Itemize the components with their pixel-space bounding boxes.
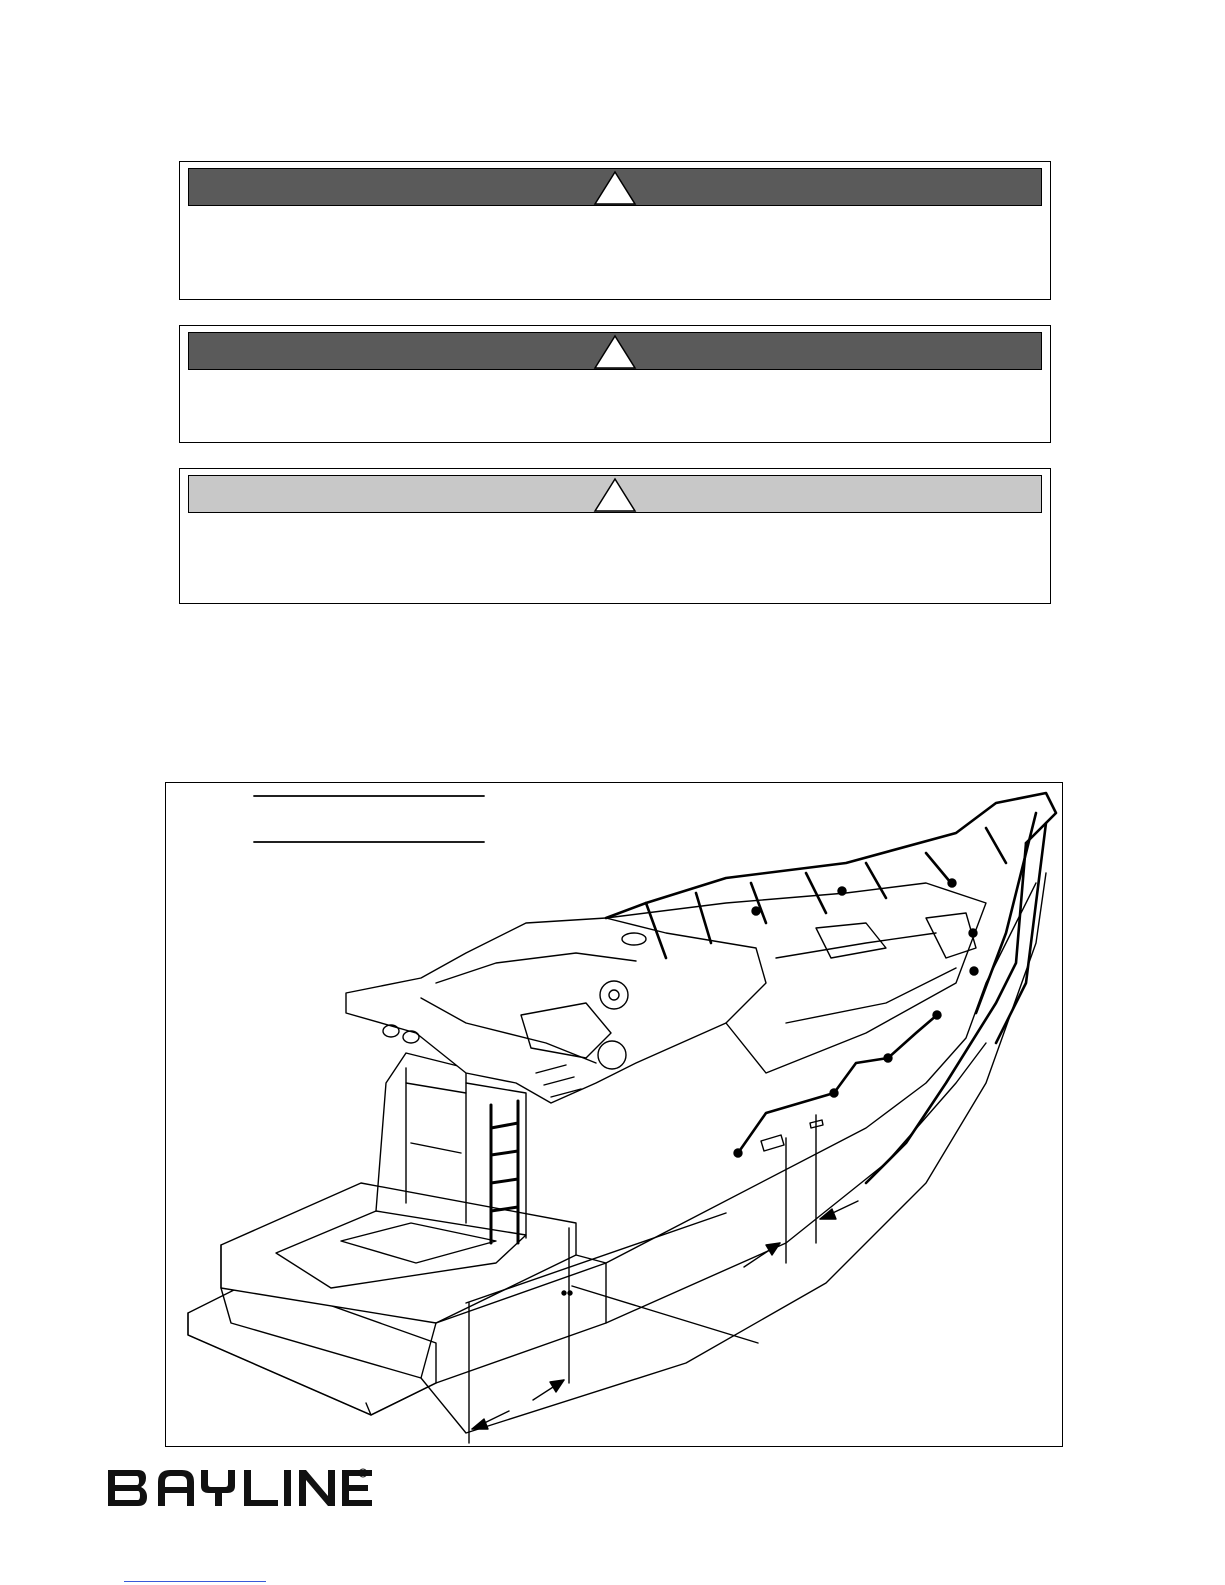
registered-mark-icon [358,1468,368,1478]
warning-triangle-icon [593,477,637,513]
bayliner-logo [106,1466,376,1512]
notice-header-bar [188,168,1042,206]
footer-link-underline[interactable] [124,1581,266,1582]
warning-triangle-icon [593,334,637,370]
caution-notice [179,468,1051,604]
boat-figure [165,782,1063,1447]
warning-notice-1 [179,161,1051,300]
boat-illustration [166,783,1062,1446]
warning-notice-2 [179,325,1051,443]
notice-header-bar [188,332,1042,370]
warning-triangle-icon [593,170,637,206]
notice-header-bar [188,475,1042,513]
svg-text:®: ® [360,1471,366,1478]
